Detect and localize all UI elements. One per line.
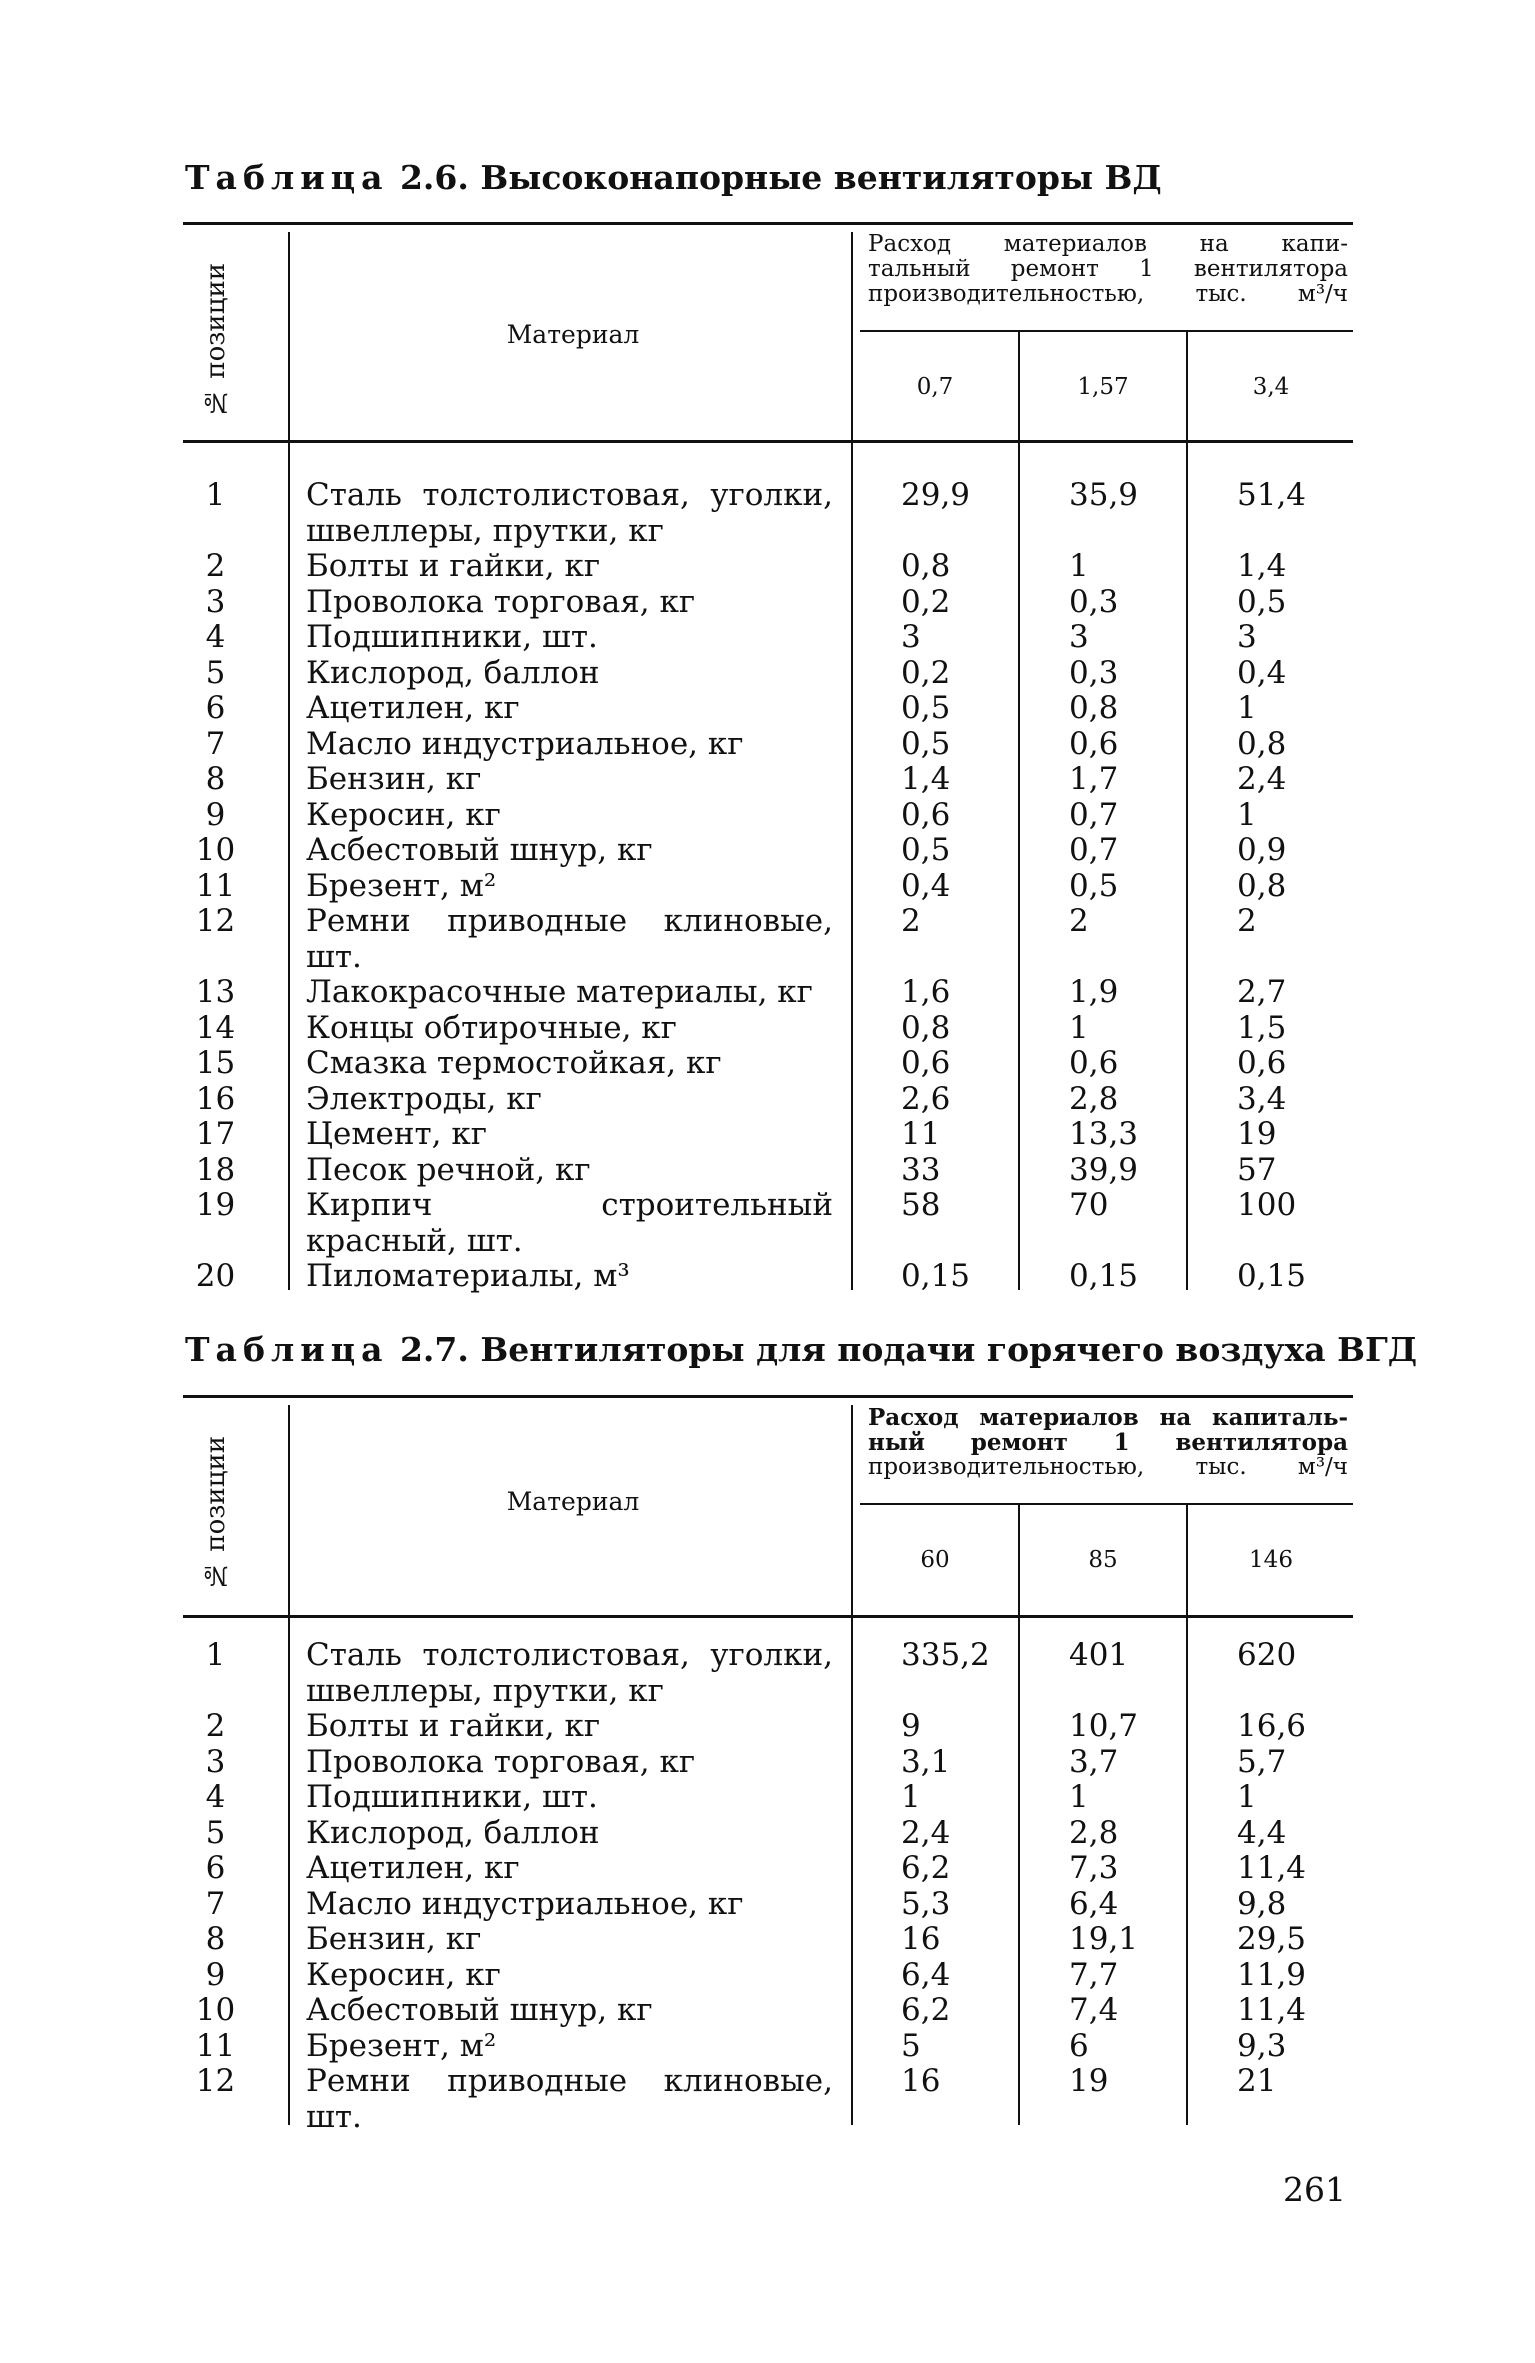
row-number: 12 [195, 2063, 236, 2099]
row-number: 7 [205, 725, 226, 762]
row-value: 70 [1069, 1187, 1109, 1223]
row-material: Кирпич строительный красный, шт. [306, 1187, 833, 1259]
row-value: 1 [1069, 1779, 1089, 1815]
table-row [183, 2064, 1353, 2135]
row-value: 1 [1237, 690, 1257, 726]
consumption-header-line: производительностью, тыс. м³/ч [868, 1454, 1348, 1480]
row-value: 401 [1069, 1637, 1129, 1673]
header-sub-rule [860, 330, 1353, 332]
row-value: 3 [901, 619, 921, 655]
row-number: 8 [205, 761, 226, 797]
row-value: 10,7 [1069, 1708, 1139, 1744]
table-row [183, 620, 1353, 656]
material-header: Материал [506, 1487, 640, 1516]
row-value: 11,9 [1237, 1956, 1307, 1993]
row-value: 39,9 [1069, 1151, 1139, 1188]
row-number: 13 [195, 974, 236, 1010]
row-value: 0,8 [1237, 725, 1287, 762]
column-header-1-57: 1,57 [1077, 374, 1129, 400]
table-row [183, 549, 1353, 585]
row-material: Лакокрасочные материалы, кг [306, 974, 813, 1010]
row-value: 58 [901, 1187, 941, 1223]
row-value: 1,9 [1069, 974, 1119, 1010]
row-number: 9 [205, 1956, 226, 1993]
row-material: Бензин, кг [306, 761, 482, 797]
row-number: 15 [195, 1045, 236, 1081]
row-number: 11 [195, 867, 236, 904]
row-material: Керосин, кг [306, 1956, 501, 1993]
table-row [183, 727, 1353, 763]
table-row [183, 904, 1353, 975]
row-material: Сталь толстолистовая, уголки, швеллеры, прутки, кг [306, 477, 833, 549]
row-value: 0,8 [901, 548, 951, 584]
row-value: 7,3 [1069, 1850, 1119, 1886]
row-material: Сталь толстолистовая, уголки, швеллеры, прутки, кг [306, 1637, 833, 1709]
header-bottom-rule [183, 440, 1353, 443]
row-material: Смазка термостойкая, кг [306, 1045, 722, 1081]
row-number: 9 [205, 796, 226, 833]
row-value: 16 [901, 2063, 941, 2099]
row-value: 2,6 [901, 1080, 951, 1117]
table-row [183, 1745, 1353, 1781]
table-body [183, 478, 1353, 1295]
row-value: 0,8 [1237, 867, 1287, 904]
table-row [183, 1993, 1353, 2029]
row-value: 1 [1237, 1779, 1257, 1815]
row-material: Керосин, кг [306, 796, 501, 833]
row-number: 5 [205, 654, 226, 691]
page-number: 261 [1283, 2170, 1346, 2209]
row-value: 3 [1237, 619, 1257, 655]
table-row [183, 869, 1353, 905]
row-value: 100 [1237, 1187, 1297, 1223]
row-material: Ремни приводные клиновые, шт. [306, 903, 833, 975]
table-row [183, 798, 1353, 834]
row-number: 10 [195, 832, 236, 868]
table-row [183, 1259, 1353, 1295]
table-row [183, 1153, 1353, 1189]
table-body [183, 1638, 1353, 2135]
row-value: 5 [901, 2027, 921, 2064]
row-value: 1,4 [901, 761, 951, 797]
column-header-0-7: 0,7 [916, 374, 954, 400]
row-value: 1,7 [1069, 761, 1119, 797]
row-value: 35,9 [1069, 477, 1139, 513]
table-row [183, 1082, 1353, 1118]
row-value: 29,9 [901, 477, 971, 513]
row-number: 3 [205, 1743, 226, 1780]
row-value: 6 [1069, 2027, 1089, 2064]
consumption-header-line: ный ремонт 1 вентилятора [868, 1429, 1348, 1456]
row-number: 6 [205, 690, 226, 726]
row-value: 7,4 [1069, 1992, 1119, 2028]
table-row [183, 1816, 1353, 1852]
row-value: 21 [1237, 2063, 1277, 2099]
row-material: Проволока торговая, кг [306, 1743, 696, 1780]
row-value: 0,7 [1069, 796, 1119, 833]
row-number: 6 [205, 1850, 226, 1886]
row-number: 1 [205, 1637, 226, 1673]
row-value: 0,7 [1069, 832, 1119, 868]
row-value: 0,8 [1069, 690, 1119, 726]
row-number: 19 [195, 1187, 236, 1223]
row-value: 6,4 [901, 1956, 951, 1993]
row-value: 16,6 [1237, 1708, 1307, 1744]
table-row [183, 1011, 1353, 1047]
material-header: Материал [506, 320, 640, 349]
row-value: 57 [1237, 1151, 1277, 1188]
row-value: 3,4 [1237, 1080, 1287, 1117]
table-row [183, 1638, 1353, 1709]
row-material: Масло индустриальное, кг [306, 1885, 744, 1922]
row-material: Кислород, баллон [306, 1814, 600, 1851]
row-material: Ацетилен, кг [306, 1850, 520, 1886]
table-row [183, 1117, 1353, 1153]
row-value: 1 [1069, 548, 1089, 584]
row-number: 20 [195, 1258, 236, 1294]
row-value: 0,5 [1069, 867, 1119, 904]
table-row [183, 1709, 1353, 1745]
table-top-rule [183, 1395, 1353, 1398]
column-header-146: 146 [1249, 1547, 1293, 1573]
row-value: 0,6 [901, 1045, 951, 1081]
row-value: 0,4 [1237, 654, 1287, 691]
row-material: Болты и гайки, кг [306, 548, 601, 584]
table-row [183, 656, 1353, 692]
row-value: 4,4 [1237, 1814, 1287, 1851]
row-value: 5,3 [901, 1885, 951, 1922]
row-value: 1 [901, 1779, 921, 1815]
row-value: 0,15 [901, 1258, 971, 1294]
caption-label: Таблица [185, 158, 389, 197]
row-value: 1,6 [901, 974, 951, 1010]
row-value: 5,7 [1237, 1743, 1287, 1780]
row-value: 0,5 [901, 832, 951, 868]
row-value: 19 [1237, 1116, 1277, 1152]
table-row [183, 691, 1353, 727]
row-value: 6,2 [901, 1850, 951, 1886]
row-number: 5 [205, 1814, 226, 1851]
row-value: 0,5 [901, 690, 951, 726]
row-number: 18 [195, 1151, 236, 1188]
row-value: 13,3 [1069, 1116, 1139, 1152]
row-value: 0,2 [901, 583, 951, 620]
row-value: 7,7 [1069, 1956, 1119, 1993]
row-material: Брезент, м² [306, 2027, 497, 2064]
row-value: 2 [1237, 903, 1257, 939]
row-number: 7 [205, 1885, 226, 1922]
header-sub-rule [860, 1503, 1353, 1505]
table-row [183, 975, 1353, 1011]
table-row [183, 1851, 1353, 1887]
row-value: 6,2 [901, 1992, 951, 2028]
row-number: 16 [195, 1080, 236, 1117]
row-material: Концы обтирочные, кг [306, 1009, 677, 1046]
caption-label: Таблица [185, 1330, 389, 1369]
row-value: 0,5 [901, 725, 951, 762]
row-value: 11,4 [1237, 1850, 1307, 1886]
row-value: 0,3 [1069, 583, 1119, 620]
table-2-6 [183, 222, 1353, 1297]
row-material: Асбестовый шнур, кг [306, 832, 653, 868]
consumption-header-line: Расход материалов на капиталь- [868, 1404, 1348, 1431]
row-value: 1,4 [1237, 548, 1287, 584]
row-number: 10 [195, 1992, 236, 2028]
table-row [183, 1958, 1353, 1994]
row-value: 0,8 [901, 1009, 951, 1046]
table-2-7 [183, 1395, 1353, 2135]
consumption-header-line: Расход материалов на капи- [868, 231, 1348, 257]
row-value: 19 [1069, 2063, 1109, 2099]
row-value: 0,15 [1069, 1258, 1139, 1294]
row-value: 2,4 [901, 1814, 951, 1851]
row-number: 1 [205, 477, 226, 513]
row-value: 2 [1069, 903, 1089, 939]
row-material: Подшипники, шт. [306, 619, 598, 655]
row-material: Цемент, кг [306, 1116, 487, 1152]
row-value: 2,7 [1237, 974, 1287, 1010]
row-number: 3 [205, 583, 226, 620]
row-value: 2,4 [1237, 761, 1287, 797]
row-value: 9 [901, 1708, 921, 1744]
table-row [183, 2029, 1353, 2065]
table-2-7-caption [185, 1330, 1417, 1369]
table-top-rule [183, 222, 1353, 225]
row-material: Пиломатериалы, м³ [306, 1258, 630, 1294]
consumption-header-line: тальный ремонт 1 вентилятора [868, 256, 1348, 282]
row-value: 0,6 [1069, 725, 1119, 762]
row-number: 4 [205, 1779, 226, 1815]
row-value: 3,1 [901, 1743, 951, 1780]
caption-title: 2.7. Вентиляторы для подачи горячего воздуха ВГД [399, 1330, 1418, 1369]
row-value: 3,7 [1069, 1743, 1119, 1780]
table-row [183, 833, 1353, 869]
consumption-header [868, 232, 1348, 307]
table-row [183, 1922, 1353, 1958]
row-value: 11 [901, 1116, 941, 1152]
row-number: 4 [205, 619, 226, 655]
row-value: 0,3 [1069, 654, 1119, 691]
row-value: 2,8 [1069, 1080, 1119, 1117]
table-row [183, 585, 1353, 621]
consumption-header-line: производительностью, тыс. м³/ч [868, 281, 1348, 307]
row-value: 29,5 [1237, 1921, 1307, 1957]
row-value: 1 [1069, 1009, 1089, 1046]
row-value: 0,5 [1237, 583, 1287, 620]
row-value: 11,4 [1237, 1992, 1307, 2028]
row-number: 2 [205, 1708, 226, 1744]
table-row [183, 1780, 1353, 1816]
row-number: 2 [205, 548, 226, 584]
row-value: 19,1 [1069, 1921, 1139, 1957]
row-value: 6,4 [1069, 1885, 1119, 1922]
row-value: 16 [901, 1921, 941, 1957]
row-value: 1 [1237, 796, 1257, 833]
row-value: 0,6 [901, 796, 951, 833]
row-value: 2 [901, 903, 921, 939]
row-value: 0,9 [1237, 832, 1287, 868]
row-material: Подшипники, шт. [306, 1779, 598, 1815]
row-material: Кислород, баллон [306, 654, 600, 691]
row-material: Брезент, м² [306, 867, 497, 904]
row-material: Асбестовый шнур, кг [306, 1992, 653, 2028]
caption-title: 2.6. Высоконапорные вентиляторы ВД [399, 158, 1162, 197]
row-number: 14 [195, 1009, 236, 1046]
row-value: 9,8 [1237, 1885, 1287, 1922]
row-value: 0,4 [901, 867, 951, 904]
row-number: 17 [195, 1116, 236, 1152]
row-number: 12 [195, 903, 236, 939]
table-row [183, 1887, 1353, 1923]
table-row [183, 478, 1353, 549]
row-value: 3 [1069, 619, 1089, 655]
consumption-header [868, 1405, 1348, 1480]
row-material: Электроды, кг [306, 1080, 542, 1117]
table-2-6-caption [185, 158, 1162, 197]
header-bottom-rule [183, 1615, 1353, 1618]
row-value: 51,4 [1237, 477, 1307, 513]
row-value: 0,6 [1237, 1045, 1287, 1081]
table-row [183, 1046, 1353, 1082]
row-material: Болты и гайки, кг [306, 1708, 601, 1744]
row-value: 2,8 [1069, 1814, 1119, 1851]
row-value: 1,5 [1237, 1009, 1287, 1046]
table-row [183, 1188, 1353, 1259]
row-value: 0,6 [1069, 1045, 1119, 1081]
row-number: 11 [195, 2027, 236, 2064]
row-material: Проволока торговая, кг [306, 583, 696, 620]
row-material: Масло индустриальное, кг [306, 725, 744, 762]
position-header: № позиции [201, 1435, 231, 1590]
table-row [183, 762, 1353, 798]
row-value: 0,15 [1237, 1258, 1307, 1294]
row-material: Ацетилен, кг [306, 690, 520, 726]
row-material: Песок речной, кг [306, 1151, 591, 1188]
row-material: Бензин, кг [306, 1921, 482, 1957]
row-value: 335,2 [901, 1637, 990, 1673]
column-header-3-4: 3,4 [1252, 374, 1290, 400]
row-material: Ремни приводные клиновые, шт. [306, 2063, 833, 2135]
row-value: 620 [1237, 1637, 1297, 1673]
row-value: 0,2 [901, 654, 951, 691]
row-value: 33 [901, 1151, 941, 1188]
position-header: № позиции [201, 262, 231, 417]
column-header-60: 60 [920, 1547, 950, 1573]
row-number: 8 [205, 1921, 226, 1957]
column-header-85: 85 [1088, 1547, 1118, 1573]
row-value: 9,3 [1237, 2027, 1287, 2064]
